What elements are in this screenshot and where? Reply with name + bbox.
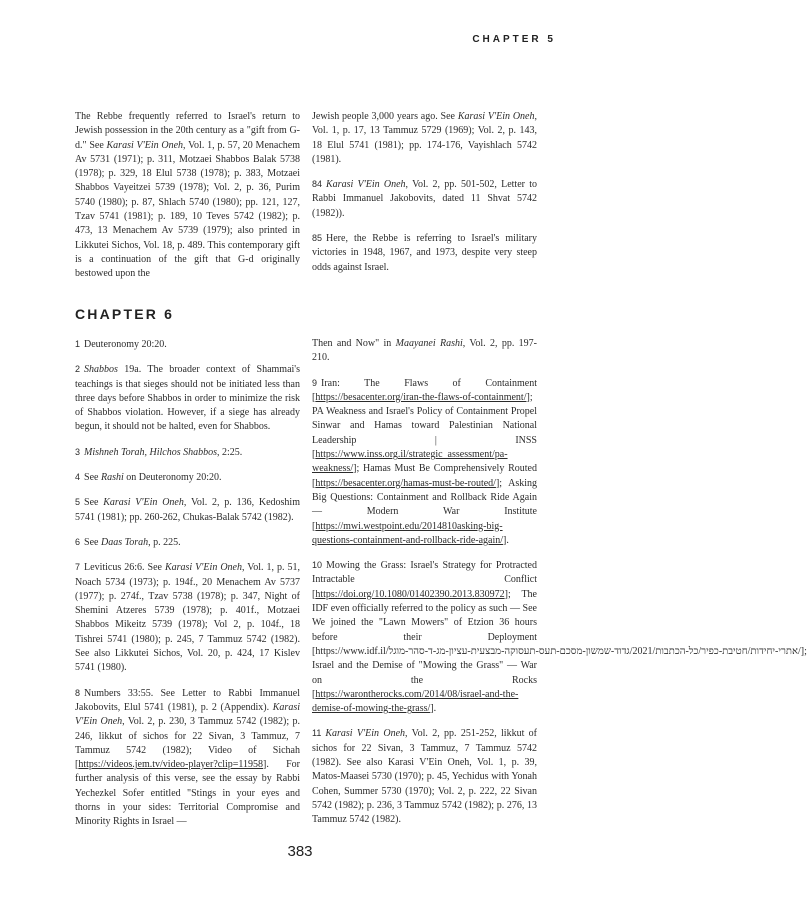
endnote-7: [75, 560, 300, 675]
note-number: 11: [312, 728, 322, 739]
note-number: 3: [75, 446, 81, 457]
besa-hamas-link[interactable]: https://besacenter.org/hamas-must-be-routed/: [315, 477, 496, 489]
note-text: Mowing the Grass: Israel's Strategy for Protracted Intractable Conflict [: [312, 560, 537, 600]
note-number: 85: [312, 233, 323, 244]
note-text: ]; PA Weakness and Israel's Policy of Containment Propel Sinwar and Hamas toward Palestinian National Leadership | INSS [: [312, 391, 537, 461]
citation: Karasi V'Ein Oneh: [164, 562, 242, 574]
endnote-3: [75, 445, 300, 460]
citation: Maayanei Rashi: [395, 338, 463, 349]
chapter-heading: CHAPTER 6: [75, 306, 175, 322]
citation: Karasi V'Ein Oneh: [325, 728, 406, 740]
text-run: , Vol. 1, p. 17, 13 Tammuz 5729 (1969); Vol. 2, p. 143, 18 Elul 5741 (1981); pp. 174-176, Vayishlach 5742 (1981).: [312, 111, 537, 165]
note-text: See: [84, 536, 101, 548]
note-text: , Vol. 2, pp. 197-210.: [312, 338, 537, 364]
besa-iran-link[interactable]: https://besacenter.org/iran-the-flaws-of-containment/: [315, 391, 527, 403]
chapter6-left-column: [75, 337, 300, 840]
citation: Karasi V'Ein Oneh: [75, 701, 300, 728]
citation: Rashi: [100, 472, 124, 484]
note-text: Here, the Rebbe is referring to Israel's military victories in 1948, 1967, and 1973, despite very steep odds against Israel.: [312, 233, 537, 273]
endnote-8: [75, 686, 300, 830]
note-text: ].: [430, 703, 437, 715]
note-number: 8: [75, 687, 81, 698]
mwi-link[interactable]: https://mwi.westpoint.edu/2014810asking-big-questions-containment-and-rollback-ride-again/: [312, 520, 504, 546]
note-number: 2: [75, 364, 81, 375]
doi-link[interactable]: https://doi.org/10.1080/01402390.2013.830972: [315, 588, 505, 600]
citation: Karasi V'Ein Oneh: [103, 497, 184, 509]
top-left-column: [75, 110, 300, 292]
endnote-8-continued: [312, 337, 537, 366]
note-continuation-paragraph-right: [312, 110, 537, 167]
note-text: Deuteronomy 20:20.: [84, 339, 167, 350]
note-number: 9: [312, 377, 318, 388]
note-continuation-paragraph: [75, 110, 300, 282]
note-text: ]; The IDF even officially referred to the policy as such — See We joined the "Lawn Mowers" of Etzion 36 hours before their Deployment [https://www.idf.il/אתרי-יחידות/חטיבת-כפיר/כל-הכתבות/2021/גדוד-שמשון-מסכם-תעס-תעסוקה-מבצעית-עציון-מג-ד-סהר-מוגל/]; Israel and the Demise of "Mowing the Grass" — War on the Rocks [: [312, 588, 807, 700]
note-number: 5: [75, 497, 81, 508]
war-on-the-rocks-link[interactable]: https://warontherocks.com/2014/08/israel-and-the-demise-of-mowing-the-grass/: [312, 688, 519, 715]
note-text: , Vol. 2, pp. 251-252, likkut of sichos for 22 Sivan, 3 Tammuz, 7 Tammuz 5742 (1982). See also Karasi V'Ein Oneh, Vol. 1, p. 39, Matos-Maasei 5730 (1970); p. 45, Yechidus with Yonah Cohen, Summer 5730 (1970); Vol. 2, p. 222, 22 Sivan 5742 (1982); p. 236, 3 Tammuz 5742 (1982); p. 276, 13 Tammuz 5742 (1982).: [312, 728, 538, 826]
note-text: , Vol. 2, p. 230, 3 Tammuz 5742 (1982); p. 246, likkut of sichos for 22 Sivan, 3 Tammuz, 7 Tammuz 5742 (1982); Video of Sichah [: [75, 716, 300, 771]
note-number: 1: [75, 339, 81, 349]
note-number: 4: [75, 472, 81, 483]
endnote-11: [312, 726, 537, 827]
citation: Mishneh Torah, Hilchos Shabbos: [84, 446, 217, 458]
note-text: See: [84, 472, 101, 484]
note-text: ]. For further analysis of this verse, see the essay by Rabbi Yechezkel Sofer entitled "Stings in your eyes and thorns in your sides: Territorial Compromise and Minority Rights in Israel —: [75, 759, 300, 828]
endnote-85: [312, 231, 537, 275]
note-text: , Vol. 1, p. 51, Noach 5734 (1973); p. 194f., 20 Menachem Av 5737 (1977); p. 274f., Tzav 5738 (1978); p. 347, Night of Shemini Atzeres 5739 (1978); p. 401f., Motzaei Shabbos Mikeitz 5739 (1978); Vol 2, p. 104f., 18 Tishrei 5741 (1980); p. 245, 7 Tammuz 5742 (1982). See also Likkutei Sichos, Vol. 20, p. 424, 17 Kislev 5741 (1980).: [75, 562, 301, 674]
note-text: , 2:25.: [217, 446, 243, 458]
note-number: 10: [312, 560, 323, 571]
note-text: ]; Asking Big Questions: Containment and Rollback Ride Again — Modern War Institute [: [312, 477, 537, 532]
citation: Shabbos: [84, 364, 118, 376]
text-run: The Rebbe frequently referred to Israel's return to Jewish possession in the 20th century as a "gift from G-d." See: [75, 111, 300, 151]
note-text: , Vol. 2, p. 136, Kedoshim 5741 (1981); pp. 260-262, Chukas-Balak 5742 (1982).: [75, 497, 300, 523]
citation: Daas Torah: [100, 536, 149, 548]
top-right-column: [312, 110, 537, 285]
note-text: See: [84, 497, 104, 509]
note-text: ]; Hamas Must Be Comprehensively Routed [: [312, 463, 537, 489]
citation: Karasi V'Ein Oneh: [326, 179, 406, 191]
note-text: Numbers 33:55. See Letter to Rabbi Immanuel Jakobovits, Elul 5741 (1981), p. 2 (Appendix).: [75, 687, 300, 713]
note-text: 19a. The broader context of Shammai's teachings is that sieges should not be initiated less than three days before Shabbos in order to minimize the risk of Shabbos violation. However, if a siege has already begun, it should not be halted, even for Shabbos.: [75, 364, 300, 433]
endnote-6: [75, 535, 300, 550]
endnote-10: [312, 558, 807, 716]
endnote-5: [75, 495, 300, 525]
inss-link[interactable]: https://www.inss.org.il/strategic_assessment/pa-weakness/: [312, 449, 508, 475]
note-text: on Deuteronomy 20:20.: [123, 472, 222, 484]
citation: Karasi V'Ein Oneh: [457, 111, 535, 122]
page-number: 383: [287, 843, 313, 860]
chapter6-right-column: [312, 337, 807, 838]
note-number: 84: [312, 179, 323, 190]
citation: Karasi V'Ein Oneh: [106, 139, 184, 151]
text-run: , Vol. 1, p. 57, 20 Menachem Av 5731 (1971); p. 311, Motzaei Shabbos Balak 5738 (1978); p. 329, 18 Elul 5738 (1978); p. 383, Motzaei Shabbos Vayeitzei 5739 (1978); Vol. 2, p. 36, Purim 5740 (1980); p. 87, Shlach 5740 (1980); pp. 121, 127, Tzav 5741 (1981); p. 189, 10 Teves 5742 (1982); p. 473, 13 Menachem Av 5739 (1979); also printed in Likkutei Sichos, Vol. 18, p. 489. This contemporary gift is a continuation of the gift that G-d originally bestowed upon the: [75, 139, 300, 280]
note-number: 7: [75, 562, 81, 573]
note-text: Iran: The Flaws of Containment [: [312, 377, 537, 403]
video-link[interactable]: https://videos.jem.tv/video-player?clip=11958: [78, 759, 264, 771]
endnote-9: [312, 376, 537, 549]
note-text: Then and Now" in: [312, 338, 396, 349]
note-text: , Vol. 2, pp. 501-502, Letter to Rabbi Immanuel Jakobovits, dated 11 Shvat 5742 (1982)).: [312, 179, 537, 219]
endnote-4: [75, 470, 300, 485]
endnote-84: [312, 177, 537, 221]
note-number: 6: [75, 536, 81, 547]
running-header: CHAPTER 5: [472, 34, 556, 45]
note-text: ].: [503, 534, 509, 546]
note-text: Leviticus 26:6. See: [84, 562, 165, 574]
text-run: Jewish people 3,000 years ago. See: [312, 111, 458, 122]
endnote-1: [75, 337, 300, 352]
endnote-2: [75, 362, 300, 434]
note-text: , p. 225.: [148, 536, 181, 548]
